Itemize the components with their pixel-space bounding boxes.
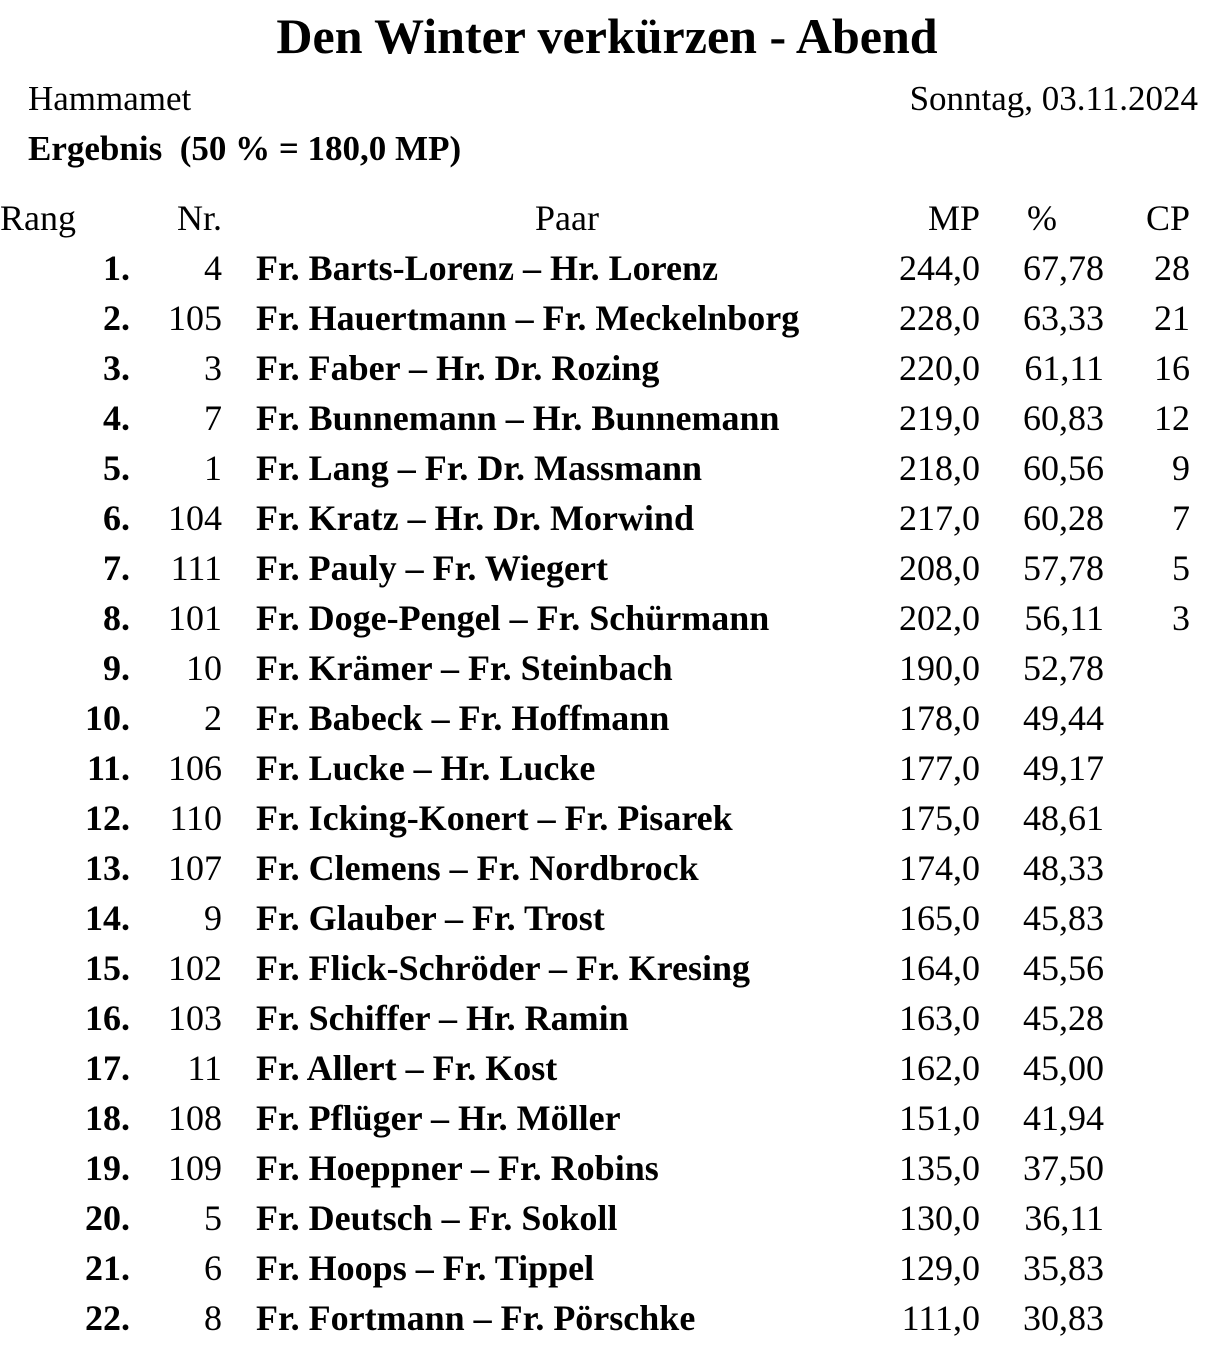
table-row <box>0 893 1190 943</box>
clubpoints-cell <box>1104 793 1190 843</box>
column-header-rang: Rang <box>0 198 76 238</box>
results-table <box>0 193 1190 1343</box>
matchpoints-cell: 190,0 <box>899 648 980 688</box>
matchpoints-cell: 162,0 <box>899 1048 980 1088</box>
column-spacer <box>222 543 256 593</box>
clubpoints-cell <box>1104 843 1190 893</box>
clubpoints-cell <box>1104 1093 1190 1143</box>
clubpoints-cell: 28 <box>1154 248 1190 288</box>
column-spacer <box>222 193 256 243</box>
column-spacer <box>222 643 256 693</box>
pair-names-cell: Fr. Bunnemann – Hr. Bunnemann <box>256 398 780 438</box>
table-row <box>0 593 1190 643</box>
percent-cell: 61,11 <box>1024 348 1104 388</box>
column-spacer <box>222 343 256 393</box>
table-row <box>0 1043 1190 1093</box>
pair-names-cell: Fr. Lang – Fr. Dr. Massmann <box>256 448 703 488</box>
table-row <box>0 293 1190 343</box>
matchpoints-cell: 165,0 <box>899 898 980 938</box>
percent-cell: 35,83 <box>1023 1248 1104 1288</box>
clubpoints-cell: 3 <box>1172 598 1190 638</box>
column-spacer <box>222 1143 256 1193</box>
matchpoints-cell: 164,0 <box>899 948 980 988</box>
pair-number-cell: 102 <box>168 948 222 988</box>
rank-cell: 22. <box>85 1298 130 1338</box>
column-spacer <box>222 993 256 1043</box>
pair-number-cell: 7 <box>204 398 222 438</box>
matchpoints-cell: 174,0 <box>899 848 980 888</box>
pair-number-cell: 2 <box>204 698 222 738</box>
pair-number-cell: 106 <box>168 748 222 788</box>
pair-names-cell: Fr. Glauber – Fr. Trost <box>256 898 605 938</box>
rank-cell: 1. <box>103 248 130 288</box>
table-header-row <box>0 193 1190 243</box>
percent-cell: 36,11 <box>1024 1198 1104 1238</box>
table-row <box>0 1293 1190 1343</box>
pair-number-cell: 101 <box>168 598 222 638</box>
column-spacer <box>222 793 256 843</box>
table-row <box>0 793 1190 843</box>
rank-cell: 17. <box>85 1048 130 1088</box>
table-row <box>0 243 1190 293</box>
date-label: Sonntag, 03.11.2024 <box>909 79 1198 118</box>
pair-names-cell: Fr. Deutsch – Fr. Sokoll <box>256 1198 618 1238</box>
rank-cell: 8. <box>103 598 130 638</box>
column-spacer <box>222 843 256 893</box>
rank-cell: 20. <box>85 1198 130 1238</box>
percent-cell: 48,61 <box>1023 798 1104 838</box>
column-spacer <box>222 943 256 993</box>
percent-cell: 52,78 <box>1023 648 1104 688</box>
clubpoints-cell <box>1104 743 1190 793</box>
rank-cell: 14. <box>85 898 130 938</box>
column-spacer <box>222 443 256 493</box>
rank-cell: 11. <box>86 748 130 788</box>
percent-cell: 60,56 <box>1023 448 1104 488</box>
table-row <box>0 1193 1190 1243</box>
table-row <box>0 1143 1190 1193</box>
column-spacer <box>222 1293 256 1343</box>
table-row <box>0 343 1190 393</box>
pair-names-cell: Fr. Hoops – Fr. Tippel <box>256 1248 595 1288</box>
pair-names-cell: Fr. Icking-Konert – Fr. Pisarek <box>256 798 733 838</box>
clubpoints-cell: 21 <box>1154 298 1190 338</box>
clubpoints-cell <box>1104 1193 1190 1243</box>
rank-cell: 15. <box>85 948 130 988</box>
matchpoints-cell: 220,0 <box>899 348 980 388</box>
clubpoints-cell <box>1104 1243 1190 1293</box>
pair-number-cell: 3 <box>204 348 222 388</box>
matchpoints-cell: 219,0 <box>899 398 980 438</box>
percent-cell: 60,83 <box>1023 398 1104 438</box>
column-spacer <box>222 1243 256 1293</box>
percent-cell: 49,17 <box>1023 748 1104 788</box>
table-row <box>0 1093 1190 1143</box>
rank-cell: 6. <box>103 498 130 538</box>
table-row <box>0 443 1190 493</box>
rank-cell: 21. <box>85 1248 130 1288</box>
column-header-cp: CP <box>1145 198 1190 238</box>
pair-names-cell: Fr. Schiffer – Hr. Ramin <box>256 998 629 1038</box>
pair-number-cell: 11 <box>187 1048 222 1088</box>
clubpoints-cell <box>1104 1143 1190 1193</box>
clubpoints-cell <box>1104 1043 1190 1093</box>
matchpoints-cell: 218,0 <box>899 448 980 488</box>
table-row <box>0 543 1190 593</box>
table-row <box>0 393 1190 443</box>
clubpoints-cell: 7 <box>1172 498 1190 538</box>
pair-number-cell: 10 <box>186 648 222 688</box>
clubpoints-cell <box>1104 693 1190 743</box>
matchpoints-cell: 151,0 <box>899 1098 980 1138</box>
pair-names-cell: Fr. Faber – Hr. Dr. Rozing <box>256 348 660 388</box>
column-spacer <box>222 243 256 293</box>
percent-cell: 60,28 <box>1023 498 1104 538</box>
pair-number-cell: 105 <box>168 298 222 338</box>
pair-names-cell: Fr. Pflüger – Hr. Möller <box>256 1098 621 1138</box>
pair-names-cell: Fr. Barts-Lorenz – Hr. Lorenz <box>256 248 718 288</box>
column-header-mp: MP <box>927 198 980 238</box>
pair-number-cell: 103 <box>168 998 222 1038</box>
pair-number-cell: 111 <box>170 548 222 588</box>
pair-number-cell: 107 <box>168 848 222 888</box>
table-row <box>0 743 1190 793</box>
table-row <box>0 943 1190 993</box>
percent-cell: 48,33 <box>1023 848 1104 888</box>
percent-cell: 56,11 <box>1024 598 1104 638</box>
rank-cell: 18. <box>85 1098 130 1138</box>
clubpoints-cell <box>1104 893 1190 943</box>
matchpoints-cell: 175,0 <box>899 798 980 838</box>
matchpoints-cell: 177,0 <box>899 748 980 788</box>
column-spacer <box>222 693 256 743</box>
column-spacer <box>222 1193 256 1243</box>
matchpoints-cell: 228,0 <box>899 298 980 338</box>
percent-cell: 49,44 <box>1023 698 1104 738</box>
pair-number-cell: 1 <box>204 448 222 488</box>
location-label: Hammamet <box>28 79 192 118</box>
rank-cell: 4. <box>103 398 130 438</box>
column-header-paar: Paar <box>535 198 599 238</box>
column-spacer <box>222 893 256 943</box>
column-spacer <box>222 493 256 543</box>
pair-names-cell: Fr. Doge-Pengel – Fr. Schürmann <box>256 598 770 638</box>
matchpoints-cell: 208,0 <box>899 548 980 588</box>
pair-names-cell: Fr. Pauly – Fr. Wiegert <box>256 548 608 588</box>
matchpoints-cell: 111,0 <box>901 1298 980 1338</box>
rank-cell: 2. <box>103 298 130 338</box>
column-header-percent: % <box>1027 198 1057 238</box>
pair-names-cell: Fr. Lucke – Hr. Lucke <box>256 748 596 788</box>
column-spacer <box>222 593 256 643</box>
matchpoints-cell: 129,0 <box>899 1248 980 1288</box>
percent-cell: 45,28 <box>1023 998 1104 1038</box>
clubpoints-cell: 12 <box>1154 398 1190 438</box>
pair-number-cell: 110 <box>169 798 222 838</box>
percent-cell: 45,00 <box>1023 1048 1104 1088</box>
rank-cell: 3. <box>103 348 130 388</box>
pair-number-cell: 108 <box>168 1098 222 1138</box>
column-spacer <box>222 1043 256 1093</box>
clubpoints-cell <box>1104 993 1190 1043</box>
page-title: Den Winter verkürzen - Abend <box>276 8 938 64</box>
clubpoints-cell: 16 <box>1154 348 1190 388</box>
pair-number-cell: 4 <box>204 248 222 288</box>
rank-cell: 12. <box>85 798 130 838</box>
table-row <box>0 643 1190 693</box>
table-row <box>0 493 1190 543</box>
pair-number-cell: 6 <box>204 1248 222 1288</box>
pair-names-cell: Fr. Kratz – Hr. Dr. Morwind <box>256 498 694 538</box>
pair-names-cell: Fr. Hauertmann – Fr. Meckelnborg <box>256 298 800 338</box>
pair-number-cell: 8 <box>204 1298 222 1338</box>
clubpoints-cell: 9 <box>1172 448 1190 488</box>
percent-cell: 57,78 <box>1023 548 1104 588</box>
percent-cell: 45,56 <box>1023 948 1104 988</box>
pair-number-cell: 5 <box>204 1198 222 1238</box>
percent-cell: 63,33 <box>1023 298 1104 338</box>
pair-names-cell: Fr. Flick-Schröder – Fr. Kresing <box>256 948 750 988</box>
rank-cell: 9. <box>103 648 130 688</box>
pair-names-cell: Fr. Allert – Fr. Kost <box>256 1048 558 1088</box>
matchpoints-cell: 178,0 <box>899 698 980 738</box>
column-spacer <box>222 293 256 343</box>
clubpoints-cell: 5 <box>1172 548 1190 588</box>
clubpoints-cell <box>1104 943 1190 993</box>
rank-cell: 5. <box>103 448 130 488</box>
table-row <box>0 693 1190 743</box>
column-header-nr: Nr. <box>177 198 222 238</box>
rank-cell: 10. <box>85 698 130 738</box>
percent-cell: 45,83 <box>1023 898 1104 938</box>
percent-cell: 30,83 <box>1023 1298 1104 1338</box>
column-spacer <box>222 393 256 443</box>
results-body <box>0 243 1190 1343</box>
rank-cell: 19. <box>85 1148 130 1188</box>
rank-cell: 7. <box>103 548 130 588</box>
pair-names-cell: Fr. Babeck – Fr. Hoffmann <box>256 698 670 738</box>
table-row <box>0 1243 1190 1293</box>
rank-cell: 13. <box>85 848 130 888</box>
column-spacer <box>222 743 256 793</box>
pair-number-cell: 109 <box>168 1148 222 1188</box>
matchpoints-cell: 244,0 <box>899 248 980 288</box>
clubpoints-cell <box>1104 643 1190 693</box>
pair-names-cell: Fr. Clemens – Fr. Nordbrock <box>256 848 699 888</box>
pair-names-cell: Fr. Fortmann – Fr. Pörschke <box>256 1298 696 1338</box>
clubpoints-cell <box>1104 1293 1190 1343</box>
percent-cell: 41,94 <box>1023 1098 1104 1138</box>
matchpoints-cell: 202,0 <box>899 598 980 638</box>
matchpoints-cell: 130,0 <box>899 1198 980 1238</box>
pair-number-cell: 9 <box>204 898 222 938</box>
percent-cell: 67,78 <box>1023 248 1104 288</box>
pair-names-cell: Fr. Krämer – Fr. Steinbach <box>256 648 673 688</box>
pair-number-cell: 104 <box>168 498 222 538</box>
table-row <box>0 843 1190 893</box>
matchpoints-cell: 217,0 <box>899 498 980 538</box>
table-row <box>0 993 1190 1043</box>
rank-cell: 16. <box>85 998 130 1038</box>
matchpoints-cell: 163,0 <box>899 998 980 1038</box>
pair-names-cell: Fr. Hoeppner – Fr. Robins <box>256 1148 659 1188</box>
column-spacer <box>222 1093 256 1143</box>
result-summary: Ergebnis (50 % = 180,0 MP) <box>28 129 462 168</box>
matchpoints-cell: 135,0 <box>899 1148 980 1188</box>
percent-cell: 37,50 <box>1023 1148 1104 1188</box>
